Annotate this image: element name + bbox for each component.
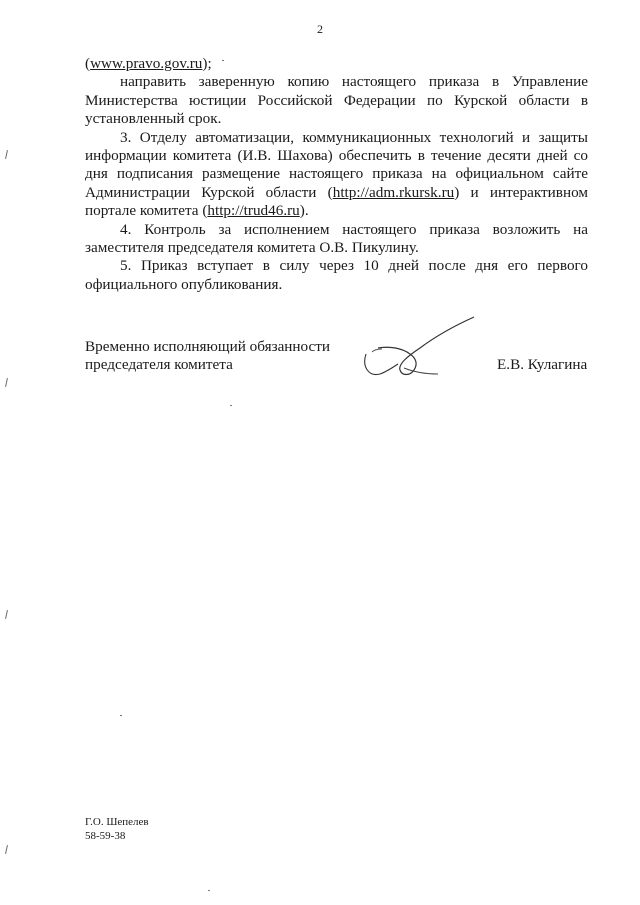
handwritten-signature [358,312,483,382]
paragraph-4: 4. Контроль за исполнением настоящего приказа возложить на заместителя председателя комитета О.В. Пикулину. [85,220,588,257]
paragraph-3-text-c: ). [299,202,309,220]
signatory-title [85,338,330,375]
paragraph-3-text-b: ) и интерактивном портале комитета ( [85,183,589,220]
signatory-name: Е.В. Кулагина [497,356,588,373]
link-trud46[interactable]: http://trud46.ru [207,202,300,220]
order-body [85,55,588,294]
scan-speck [208,890,210,891]
link-adm-rkursk[interactable]: http://adm.rkursk.ru [332,183,455,201]
paragraph-3 [85,129,588,221]
paragraph-send-copy: направить заверенную копию настоящего приказа в Управление Министерства юстиции Российской Федерации по Курской области в установленный срок. [85,73,588,128]
scan-speck [230,405,232,406]
paragraph-5: 5. Приказ вступает в силу через 10 дней после дня его первого официального опубликования. [85,257,588,293]
executor-info [85,815,149,843]
executor-phone: 58-59-38 [85,830,126,842]
page-number: 2 [317,22,323,36]
scan-speck [222,60,224,61]
paragraph-continuation-tail: ); [202,55,212,72]
paragraph-continuation: (www.pravo.gov.ru); [85,55,212,72]
margin-mark [5,845,8,854]
executor-name: Г.О. Шепелев [85,816,149,828]
signatory-title-line1: Временно исполняющий обязанности [85,338,331,355]
signatory-title-line2: председателя комитета [85,356,233,374]
link-pravo[interactable]: www.pravo.gov.ru [90,55,203,72]
margin-mark [5,150,8,159]
paragraph-3-text-a: 3. Отделу автоматизации, коммуникационных технологий и защиты информации комитета (И.В. Шахова) обеспечить в течение десяти дней со дня подписания размещение настоящего приказа на официальном сайте Администрации Курской области ( [85,128,588,201]
margin-mark [5,378,8,387]
scan-speck [120,715,122,716]
margin-mark [5,610,8,619]
